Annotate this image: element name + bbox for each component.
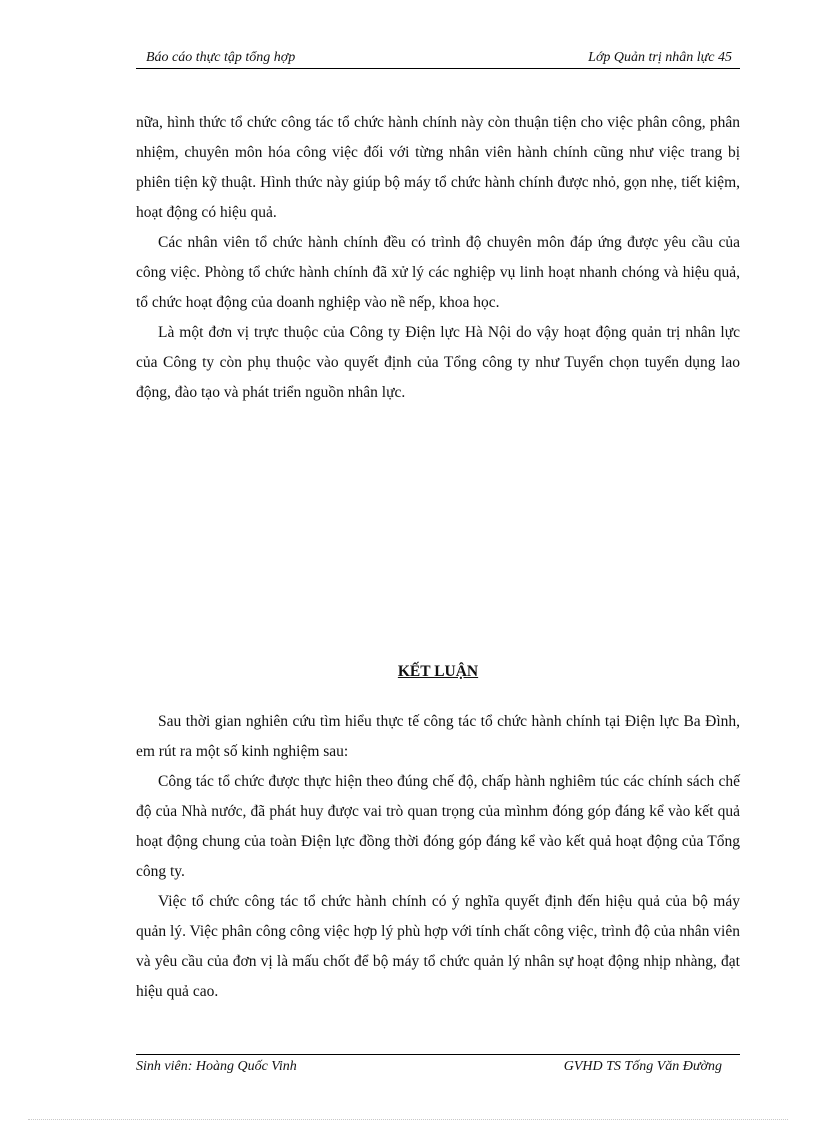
paragraph: Công tác tổ chức được thực hiện theo đúng chế độ, chấp hành nghiêm túc các chính sách chế độ của Nhà nước, đã phát huy được vai trò quan trọng của mìnhm đóng góp đáng kể vào kết quả hoạt động chung của toàn Điện lực đồng thời đóng góp đáng kể vào kết quả hoạt động của Tổng công ty. <box>136 773 740 880</box>
footer-student: Sinh viên: Hoàng Quốc Vinh <box>136 1059 297 1074</box>
conclusion-body <box>136 707 740 1007</box>
body-section-continued <box>136 108 740 408</box>
footer-advisor: GVHD TS Tống Văn Đường <box>563 1059 722 1074</box>
paragraph: Sau thời gian nghiên cứu tìm hiểu thực tế công tác tổ chức hành chính tại Điện lực Ba Đình, em rút ra một số kinh nghiệm sau: <box>136 713 740 760</box>
conclusion-heading: KẾT LUẬN <box>397 663 479 680</box>
paragraph-continued: nữa, hình thức tổ chức công tác tổ chức hành chính này còn thuận tiện cho việc phân công, phân nhiệm, chuyên môn hóa công việc đối với từng nhân viên hành chính cũng như việc trang bị phiên tiện kỹ thuật. Hình thức này giúp bộ máy tổ chức hành chính được nhỏ, gọn nhẹ, tiết kiệm, hoạt động có hiệu quả. <box>136 114 740 221</box>
paragraph: Các nhân viên tổ chức hành chính đều có trình độ chuyên môn đáp ứng được yêu cầu của công việc. Phòng tổ chức hành chính đã xử lý các nghiệp vụ linh hoạt nhanh chóng và hiệu quả, tổ chức hoạt động của doanh nghiệp vào nề nếp, khoa học. <box>136 234 740 311</box>
header-class-name: Lớp Quản trị nhân lực 45 <box>588 50 732 65</box>
paragraph: Việc tổ chức công tác tổ chức hành chính có ý nghĩa quyết định đến hiệu quả của bộ máy quản lý. Việc phân công công việc hợp lý phù hợp với tính chất công việc, trình độ của nhân viên và yêu cầu của đơn vị là mấu chốt để bộ máy tổ chức quản lý nhân sự hoạt động nhịp nhàng, đạt hiệu quả cao. <box>136 893 740 1000</box>
page-header <box>136 48 740 69</box>
page-bottom-edge <box>28 1119 788 1120</box>
header-report-title: Báo cáo thực tập tổng hợp <box>146 50 296 65</box>
page-footer <box>136 1054 740 1077</box>
paragraph: Là một đơn vị trực thuộc của Công ty Điện lực Hà Nội do vậy hoạt động quản trị nhân lực của Công ty còn phụ thuộc vào quyết định của Tổng công ty như Tuyển chọn tuyển dụng lao động, đào tạo và phát triển nguồn nhân lực. <box>136 324 740 401</box>
